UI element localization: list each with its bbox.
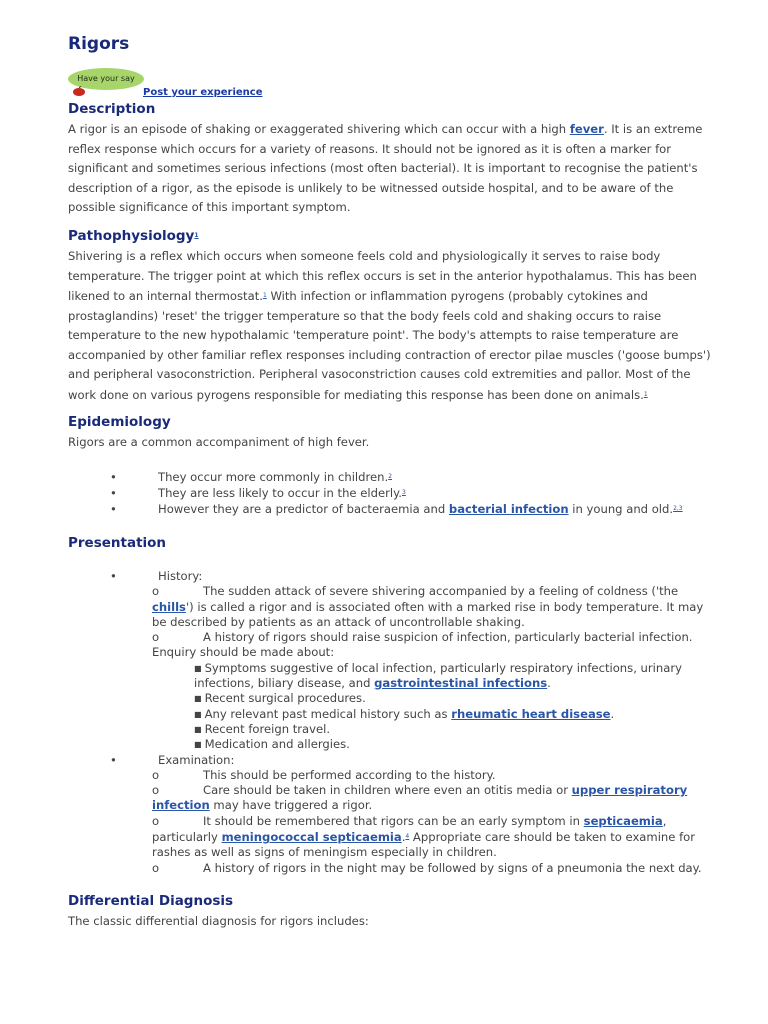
list-item	[68, 753, 718, 768]
list-item: • However they are a predictor of bacteraemia and bacterial infection in young and old.$^{2,3}$	[110, 502, 683, 516]
square-bullet-icon: ■	[194, 694, 202, 704]
description-heading: Description	[68, 101, 156, 117]
differential-diagnosis-heading: Differential Diagnosis	[68, 893, 234, 909]
epidemiology-intro: Rigors are a common accompaniment of high fever.	[68, 435, 370, 449]
square-bullet-icon: ■	[194, 709, 202, 719]
bullet-icon: •	[110, 486, 117, 500]
circle-bullet-icon: o	[152, 860, 160, 875]
reference-link[interactable]: 2,3	[673, 505, 683, 512]
reference-link[interactable]: 3	[401, 489, 406, 496]
speech-bubble-icon: Have your say	[68, 68, 144, 90]
rheumatic-heart-disease-link[interactable]: rheumatic heart disease	[451, 706, 611, 721]
list-item: ■ Recent foreign travel.	[194, 721, 331, 736]
square-bullet-icon: ■	[194, 724, 202, 734]
bullet-icon: •	[110, 569, 117, 583]
circle-bullet-icon: o	[152, 584, 160, 599]
epidemiology-list	[68, 469, 718, 517]
list-item: • They occur more commonly in children.$^2$	[110, 470, 393, 484]
reference-link[interactable]: 2	[388, 473, 393, 480]
septicaemia-link[interactable]: septicaemia	[583, 813, 663, 828]
presentation-heading: Presentation	[68, 535, 167, 551]
pathophysiology-text: Shivering is a reflex which occurs when someone feels cold and physiologically it serves to raise body temperature. The trigger point at which this reflex occurs is set in the anterior hypothalamus. This has been likened to an internal thermostat.$^1$ With infection or inflammation pyrogens (probably cytokines and prostaglandins) 'reset' the trigger temperature so that the body feels cold and shaking occurs to raise temperature to the new hypothalamic 'temperature point'. The body's attempts to raise temperature are accompanied by other familiar reflex responses including contraction of erector pilae muscles ('goose bumps') and peripheral vasoconstriction. Peripheral vasoconstriction causes cold extremities and pallor. Most of the work done on various pyrogens responsible for mediating this response has been done on animals.$^1$	[68, 249, 711, 402]
list-item: • They are less likely to occur in the elderly.$^3$	[110, 486, 406, 500]
list-item: o This should be performed according to the history.	[152, 767, 496, 782]
apple-icon	[72, 86, 86, 96]
presentation-content	[68, 569, 718, 876]
examination-label: Examination:	[158, 752, 235, 767]
list-item: ■ Any relevant past medical history such as rheumatic heart disease.	[194, 706, 615, 721]
bacterial-infection-link[interactable]: bacterial infection	[448, 502, 569, 516]
reference-link[interactable]: 1	[643, 390, 648, 398]
list-item: o A history of rigors in the night may be followed by signs of a pneumonia the next day.	[152, 860, 702, 875]
page-title: Rigors	[68, 34, 130, 54]
chills-link[interactable]: chills	[152, 599, 186, 614]
list-item: o It should be remembered that rigors can be an early symptom in septicaemia, particularly meningococcal septicaemia.$^4$ Appropriate care should be taken to examine for rashes as well as signs of meningism especially in children.	[152, 813, 696, 860]
list-item: ■ Symptoms suggestive of local infection, particularly respiratory infections, urinary infections, biliary disease, and gastrointestinal infections.	[194, 660, 682, 691]
list-item: o Care should be taken in children where even an otitis media or upper respiratory infection may have triggered a rigor.	[152, 783, 688, 813]
reference-link[interactable]: 1	[262, 292, 267, 299]
history-label: History:	[158, 569, 203, 583]
bullet-icon: •	[110, 752, 117, 767]
reference-link[interactable]: 4	[405, 833, 410, 841]
circle-bullet-icon: o	[152, 767, 160, 782]
post-experience-link[interactable]: Post your experience	[143, 87, 263, 98]
upper-respiratory-infection-link[interactable]: upper respiratory infection	[152, 783, 688, 813]
bullet-icon: •	[110, 470, 117, 484]
pathophysiology-heading: Pathophysiology$^1$	[68, 228, 199, 244]
epidemiology-heading: Epidemiology	[68, 414, 171, 430]
circle-bullet-icon: o	[152, 813, 160, 828]
list-item: ■ Medication and allergies.	[194, 737, 350, 752]
description-text: A rigor is an episode of shaking or exaggerated shivering which can occur with a high fever. It is an extreme reflex response which occurs for a variety of reasons. It should not be ignored as it is often a marker for significant and sometimes serious infections (most often bacterial). It is important to recognise the patient's description of a rigor, as the episode is unlikely to be witnessed outside hospital, and to be aware of the possible significance of this important symptom.	[68, 122, 703, 214]
meningococcal-septicaemia-link[interactable]: meningococcal septicaemia	[221, 830, 402, 845]
circle-bullet-icon: o	[152, 630, 160, 645]
list-item: ■ Recent surgical procedures.	[194, 691, 366, 706]
circle-bullet-icon: o	[152, 783, 160, 798]
list-item: o A history of rigors should raise suspicion of infection, particularly bacterial infection. Enquiry should be made about:	[152, 630, 693, 660]
reference-link[interactable]: 1	[194, 232, 199, 239]
square-bullet-icon: ■	[194, 663, 202, 673]
fever-link[interactable]: fever	[569, 122, 604, 136]
list-item	[68, 569, 718, 584]
list-item: o The sudden attack of severe shivering accompanied by a feeling of coldness ('the chills') is called a rigor and is associated often with a marked rise in body temperature. It may be described by patients as an attack of uncontrollable shaking.	[152, 584, 704, 629]
have-your-say-badge[interactable]	[68, 66, 148, 100]
square-bullet-icon: ■	[194, 740, 202, 750]
bullet-icon: •	[110, 502, 117, 516]
gastrointestinal-infections-link[interactable]: gastrointestinal infections	[374, 676, 548, 691]
differential-intro: The classic differential diagnosis for rigors includes:	[68, 914, 369, 928]
